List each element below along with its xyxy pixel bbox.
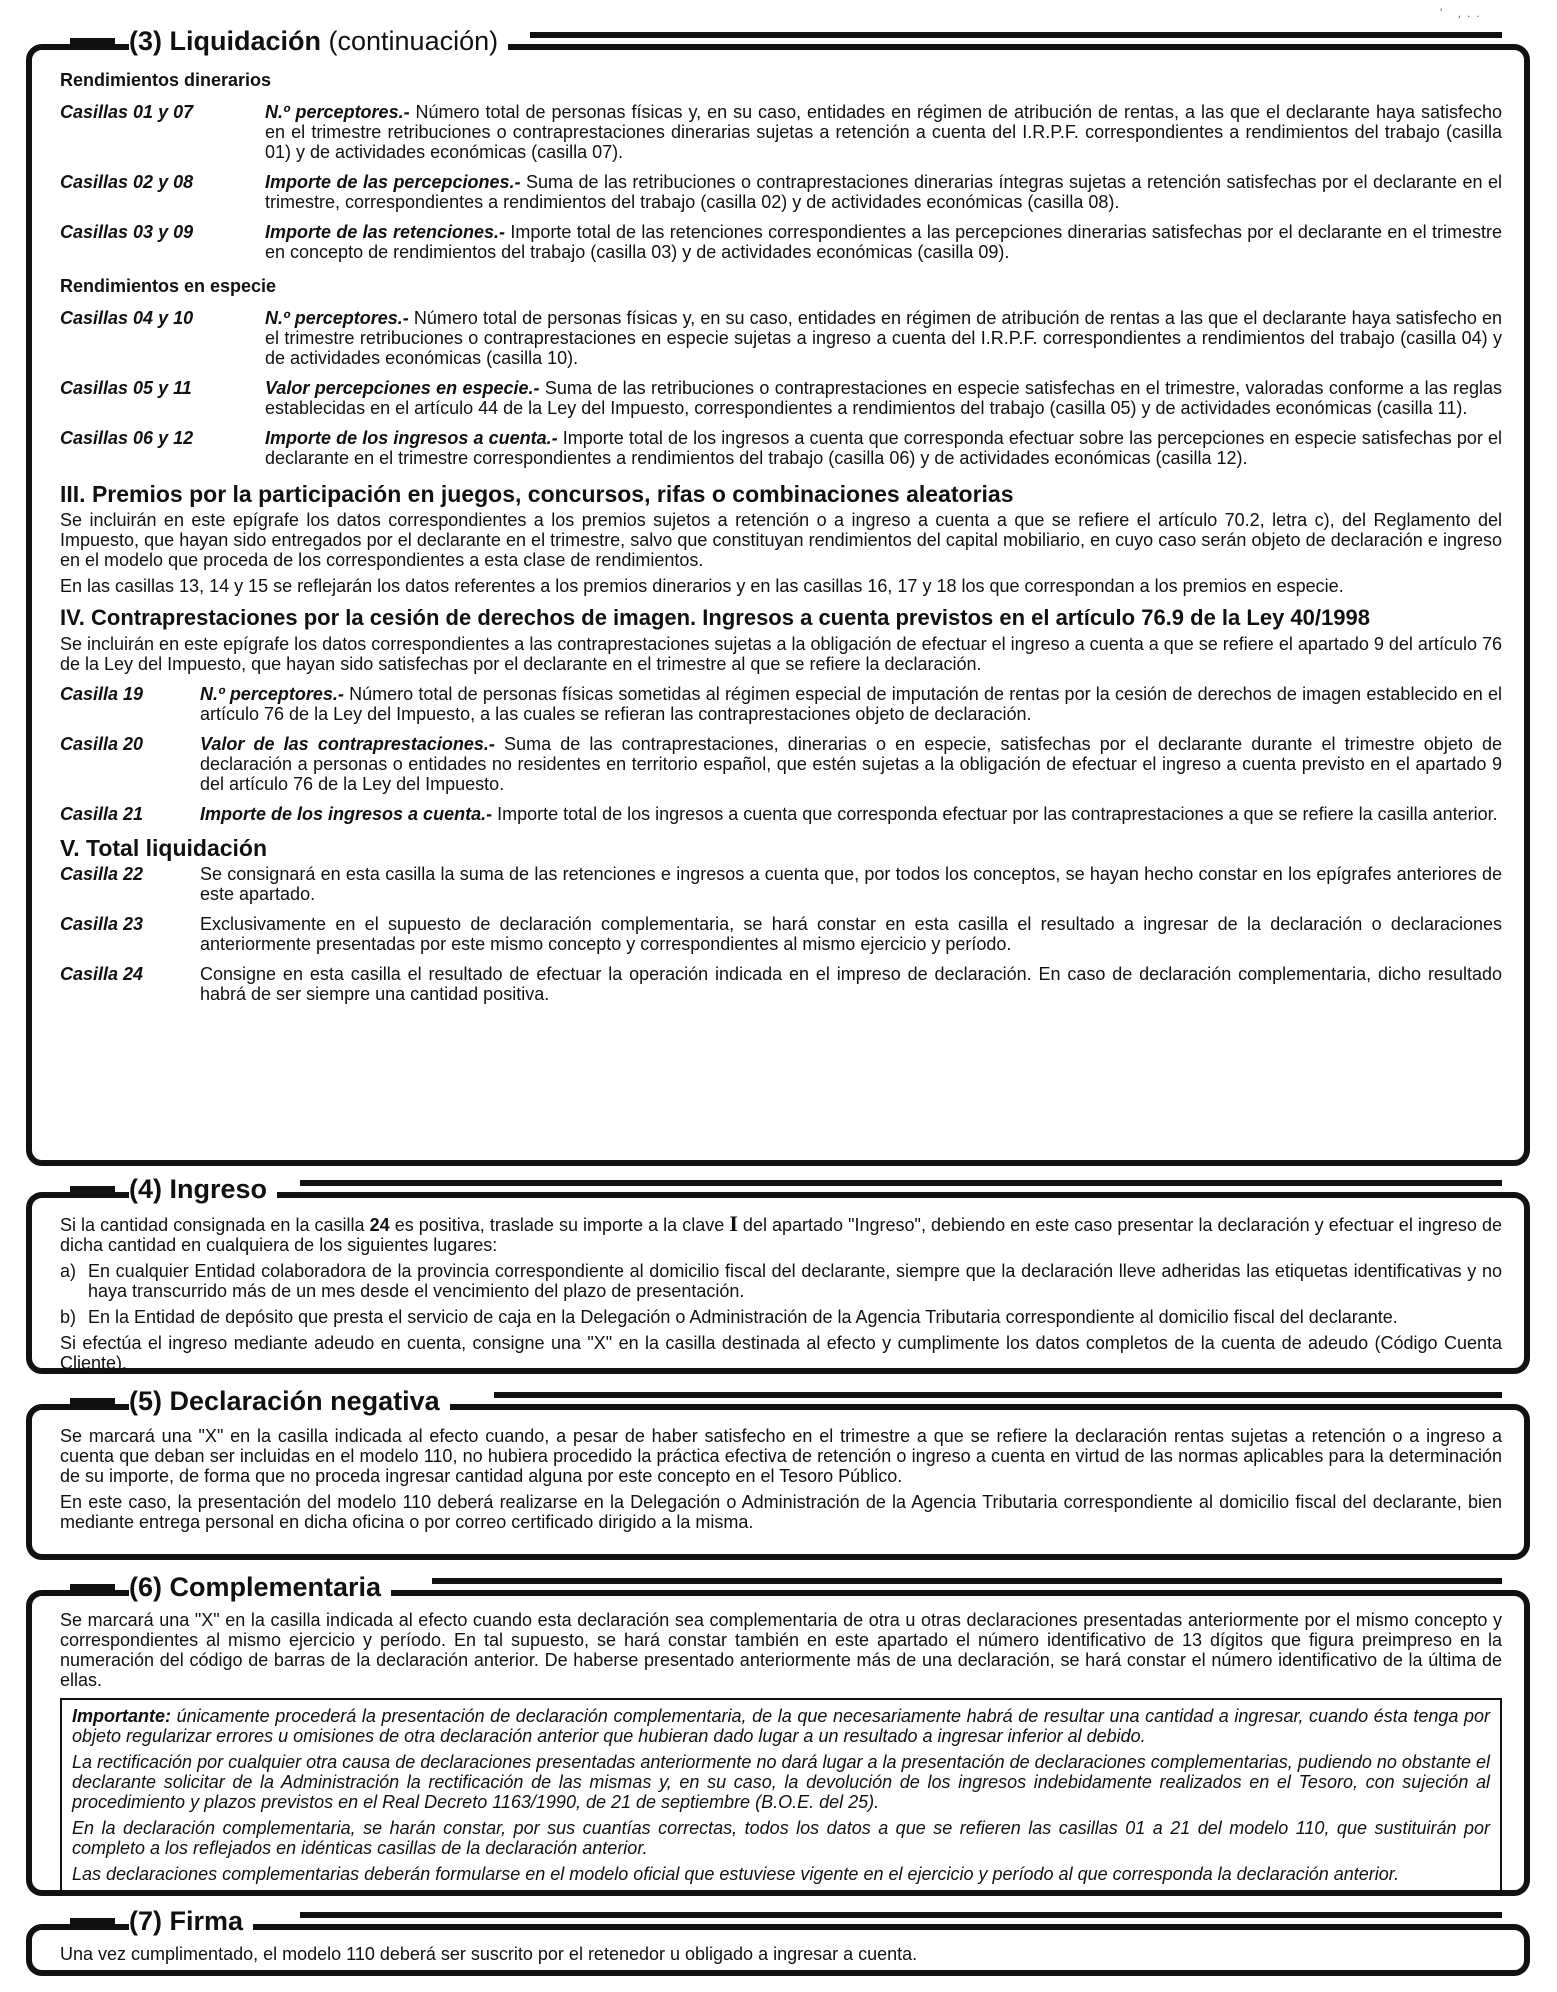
term: Valor percepciones en especie.- bbox=[265, 378, 540, 398]
ingreso-paragraph: Si la cantidad consignada en la casilla 24 es positiva, traslade su importe a la clave I del apartado "Ingreso", debiendo en este caso presentar la declaración y efectuar el ingreso de dicha cantidad en cualquiera de los siguientes lugares: bbox=[60, 1211, 1502, 1255]
casilla-label: Casilla 20 bbox=[60, 734, 144, 754]
section-3-title-suffix: (continuación) bbox=[328, 26, 499, 56]
casilla-label: Casillas 01 y 07 bbox=[60, 102, 194, 122]
casilla-text: Número total de personas físicas y, en su caso, entidades en régimen de atribución de rentas, a las que el declarante haya satisfecho en el trimestre retribuciones o contraprestaciones dinerarias sujetas a retención a cuenta del I.R.P.F. correspondientes a rendimientos del trabajo (casilla 01) y de actividades económicas (casilla 07). bbox=[265, 102, 1502, 162]
heading-total-liquidacion: V. Total liquidación bbox=[60, 835, 268, 861]
casilla-text: Suma de las contraprestaciones, dinerarias o en especie, satisfechas por el declarante durante el trimestre objeto de declaración a personas o entidades no residentes en territorio español, que estén sujetas a la obligación de efectuar el ingreso a cuenta previsto en el apartado 9 del artículo 76 de la Ley del Impuesto. bbox=[200, 734, 1503, 794]
section-title bbox=[70, 1386, 450, 1417]
section-title bbox=[70, 1906, 253, 1937]
casilla-label: Casillas 03 y 09 bbox=[60, 222, 194, 242]
term: Importe de las percepciones.- bbox=[265, 172, 521, 192]
premios-paragraph: Se incluirán en este epígrafe los datos correspondientes a los premios sujetos a retención o a ingreso a cuenta a que se refiere el artículo 70.2, letra c), del Reglamento del Impuesto, que hayan sido entregados por el declarante en el trimestre, salvo que constituyan rendimientos del capital mobiliario, en cuyo caso serán objeto de declaración e ingreso en el modelo que proceda de los correspondientes a esta clase de rendimientos. bbox=[60, 510, 1502, 570]
casilla-text: Importe total de los ingresos a cuenta que corresponda efectuar por las contraprestaciones a que se refiere la casilla anterior. bbox=[492, 804, 1498, 824]
term: Importe de las retenciones.- bbox=[265, 222, 506, 242]
casilla-text: Número total de personas físicas y, en su caso, entidades en régimen de atribución de rentas a las que el declarante haya satisfecho en el trimestre retribuciones o contraprestaciones en especie sujetas a ingreso a cuenta del I.R.P.F. correspondientes a rendimientos del trabajo (casilla 04) y de actividades económicas (casilla 10). bbox=[265, 308, 1502, 368]
section-title bbox=[70, 26, 508, 57]
subheading-especie: Rendimientos en especie bbox=[60, 276, 277, 296]
casilla-text: Se consignará en esta casilla la suma de las retenciones e ingresos a cuenta que, por todos los conceptos, se hayan hecho constar en los epígrafes anteriores de este apartado. bbox=[200, 864, 1502, 904]
section-title bbox=[70, 1174, 277, 1205]
casilla-text: Importe total de las retenciones correspondientes a las percepciones dinerarias satisfechas por el declarante en el trimestre en concepto de rendimientos del trabajo (casilla 03) y de actividades económicas (casilla 09). bbox=[265, 222, 1502, 262]
negativa-paragraph: En este caso, la presentación del modelo 110 deberá realizarse en la Delegación o Administración de la Agencia Tributaria correspondiente al domicilio fiscal del declarante, bien mediante entrega personal en dicha oficina o por correo certificado dirigido a la misma. bbox=[60, 1492, 1502, 1532]
term: N.º perceptores.- bbox=[200, 684, 344, 704]
imagen-paragraph: Se incluirán en este epígrafe los datos correspondientes a las contraprestaciones sujetas a la obligación de efectuar el ingreso a cuenta a que se refiere el apartado 9 del artículo 76 de la Ley del Impuesto, que hayan sido satisfechas por el declarante en el trimestre al que se refiere la declaración. bbox=[60, 634, 1502, 674]
importante-label: Importante: bbox=[72, 1706, 171, 1726]
list-item: a) En cualquier Entidad colaboradora de la provincia correspondiente al domicilio fiscal del declarante, siempre que la declaración lleve adheridas las etiquetas identificativas y no haya transcurrido más de un mes desde el vencimiento del plazo de presentación. bbox=[60, 1261, 1502, 1301]
section-5-title: (5) Declaración negativa bbox=[129, 1386, 450, 1417]
casilla-label: Casillas 05 y 11 bbox=[60, 378, 192, 398]
firma-paragraph: Una vez cumplimentado, el modelo 110 deberá ser suscrito por el retenedor u obligado a ingresar a cuenta. bbox=[60, 1944, 918, 1964]
casilla-label: Casillas 04 y 10 bbox=[60, 308, 194, 328]
subheading-dinerarios: Rendimientos dinerarios bbox=[60, 70, 272, 90]
casilla-label: Casilla 22 bbox=[60, 864, 144, 884]
premios-paragraph: En las casillas 13, 14 y 15 se reflejarán los datos referentes a los premios dinerarios y en las casillas 16, 17 y 18 los que correspondan a los premios en especie. bbox=[60, 576, 1344, 596]
term: Importe de los ingresos a cuenta.- bbox=[200, 804, 493, 824]
casilla-label: Casilla 19 bbox=[60, 684, 144, 704]
term: N.º perceptores.- bbox=[265, 102, 410, 122]
section-liquidacion bbox=[26, 26, 1530, 1166]
casilla-text: Exclusivamente en el supuesto de declaración complementaria, se hará constar en esta casilla el resultado a ingresar de la declaración o declaraciones anteriormente presentadas por este mismo concepto y correspondientes al mismo ejercicio y período. bbox=[200, 914, 1502, 954]
list-item: b) En la Entidad de depósito que presta el servicio de caja en la Delegación o Administración de la Agencia Tributaria correspondiente al domicilio fiscal del declarante. bbox=[60, 1307, 1398, 1327]
term: N.º perceptores.- bbox=[265, 308, 409, 328]
section-6-title: (6) Complementaria bbox=[129, 1572, 391, 1603]
casilla-label: Casilla 21 bbox=[60, 804, 144, 824]
section-ingreso bbox=[26, 1174, 1530, 1374]
section-declaracion-negativa bbox=[26, 1386, 1530, 1560]
section-3-title: (3) Liquidación bbox=[129, 26, 321, 56]
section-7-title: (7) Firma bbox=[129, 1906, 253, 1937]
casilla-label: Casilla 24 bbox=[60, 964, 144, 984]
heading-derechos-imagen: IV. Contraprestaciones por la cesión de derechos de imagen. Ingresos a cuenta previstos en el artículo 76.9 de la Ley 40/1998 bbox=[60, 605, 1370, 630]
casilla-label: Casillas 02 y 08 bbox=[60, 172, 194, 192]
casilla-text: Número total de personas físicas sometidas al régimen especial de imputación de rentas por la cesión de derechos de imagen establecido en el artículo 76 de la Ley del Impuesto, a las cuales se refieran las contraprestaciones objeto de declaración. bbox=[200, 684, 1502, 724]
ingreso-paragraph: Si efectúa el ingreso mediante adeudo en cuenta, consigne una "X" en la casilla destinada al efecto y cumplimente los datos completos de la cuenta de adeudo (Código Cuenta Cliente). bbox=[60, 1333, 1502, 1373]
casilla-text: Consigne en esta casilla el resultado de efectuar la operación indicada en el impreso de declaración. En caso de declaración complementaria, dicho resultado habrá de ser siempre una cantidad positiva. bbox=[200, 964, 1502, 1004]
casilla-label: Casilla 23 bbox=[60, 914, 144, 934]
heading-premios: III. Premios por la participación en juegos, concursos, rifas o combinaciones aleatorias bbox=[60, 481, 1014, 507]
term: Importe de los ingresos a cuenta.- bbox=[265, 428, 558, 448]
section-firma bbox=[26, 1906, 1530, 1976]
term: Valor de las contraprestaciones.- bbox=[200, 734, 495, 754]
casilla-text: Suma de las retribuciones o contraprestaciones dinerarias íntegras sujetas a retención satisfechas por el declarante en el trimestre, correspondientes a rendimientos del trabajo (casilla 02) y de actividades económicas (casilla 08). bbox=[265, 172, 1503, 212]
casilla-text: Suma de las retribuciones o contraprestaciones en especie satisfechas en el trimestre, valoradas conforme a las reglas establecidas en el artículo 44 de la Ley del Impuesto, correspondientes a rendimientos del trabajo (casilla 05) y de actividades económicas (casilla 11). bbox=[265, 378, 1502, 418]
casilla-label: Casillas 06 y 12 bbox=[60, 428, 194, 448]
negativa-paragraph: Se marcará una "X" en la casilla indicada al efecto cuando, a pesar de haber satisfecho en el trimestre a que se refiere la declaración rentas sujetas a retención o a ingreso a cuenta que deban ser incluidas en el modelo 110, no hubiera procedido la práctica efectiva de retención o ingreso a cuenta en virtud de las normas aplicables para la determinación de su importe, de forma que no proceda ingresar cantidad alguna por este concepto en el Tesoro Público. bbox=[60, 1426, 1502, 1486]
section-complementaria bbox=[26, 1572, 1530, 1896]
corner-marks: ' ,.. bbox=[1440, 6, 1486, 20]
complementaria-paragraph: Se marcará una "X" en la casilla indicada al efecto cuando esta declaración sea complementaria de otra u otras declaraciones presentadas anteriormente por el mismo concepto y correspondientes al mismo ejercicio y período. En tal supuesto, se hará constar también en este apartado el número identificativo de 13 dígitos que figura preimpreso en la numeración del código de barras de la declaración anterior. De haberse presentado anteriormente más de una declaración, se hará constar el número identificativo de la última de ellas. bbox=[60, 1610, 1502, 1690]
section-4-title: (4) Ingreso bbox=[129, 1174, 277, 1205]
casilla-text: Importe total de los ingresos a cuenta que corresponda efectuar sobre las percepciones en especie satisfechas por el declarante en el trimestre correspondientes a rendimientos del trabajo (casilla 06) y de actividades económicas (casilla 12). bbox=[265, 428, 1502, 468]
importante-box: Importante: únicamente procederá la presentación de declaración complementaria, de la que necesariamente habrá de resultar una cantidad a ingresar, cuando ésta tenga por objeto regularizar errores u omisiones de otra declaración anterior que hubieran dado lugar a un resultado a ingresar inferior al debido. La rectificación por cualquier otra causa de declaraciones presentadas anteriormente no dará lugar a la presentación de declaraciones complementarias, pudiendo no obstante el declarante solicitar de la Administración la rectificación de las mismas y, en su caso, la devolución de los ingresos indebidamente realizados en el Tesoro, con sujeción al procedimiento y plazos previstos en el Real Decreto 1163/1990, de 21 de septiembre (B.O.E. del 25). En la declaración complementaria, se harán constar, por sus cuantías correctas, todos los datos a que se refieren las casillas 01 a 21 del modelo 110, que sustituirán por completo a los reflejados en idénticas casillas de la declaración anterior. Las declaraciones complementarias deberán formularse en el modelo oficial que estuviese vigente en el ejercicio y período al que corresponda la declaración anterior. bbox=[60, 1698, 1502, 1894]
section-title bbox=[70, 1572, 391, 1603]
